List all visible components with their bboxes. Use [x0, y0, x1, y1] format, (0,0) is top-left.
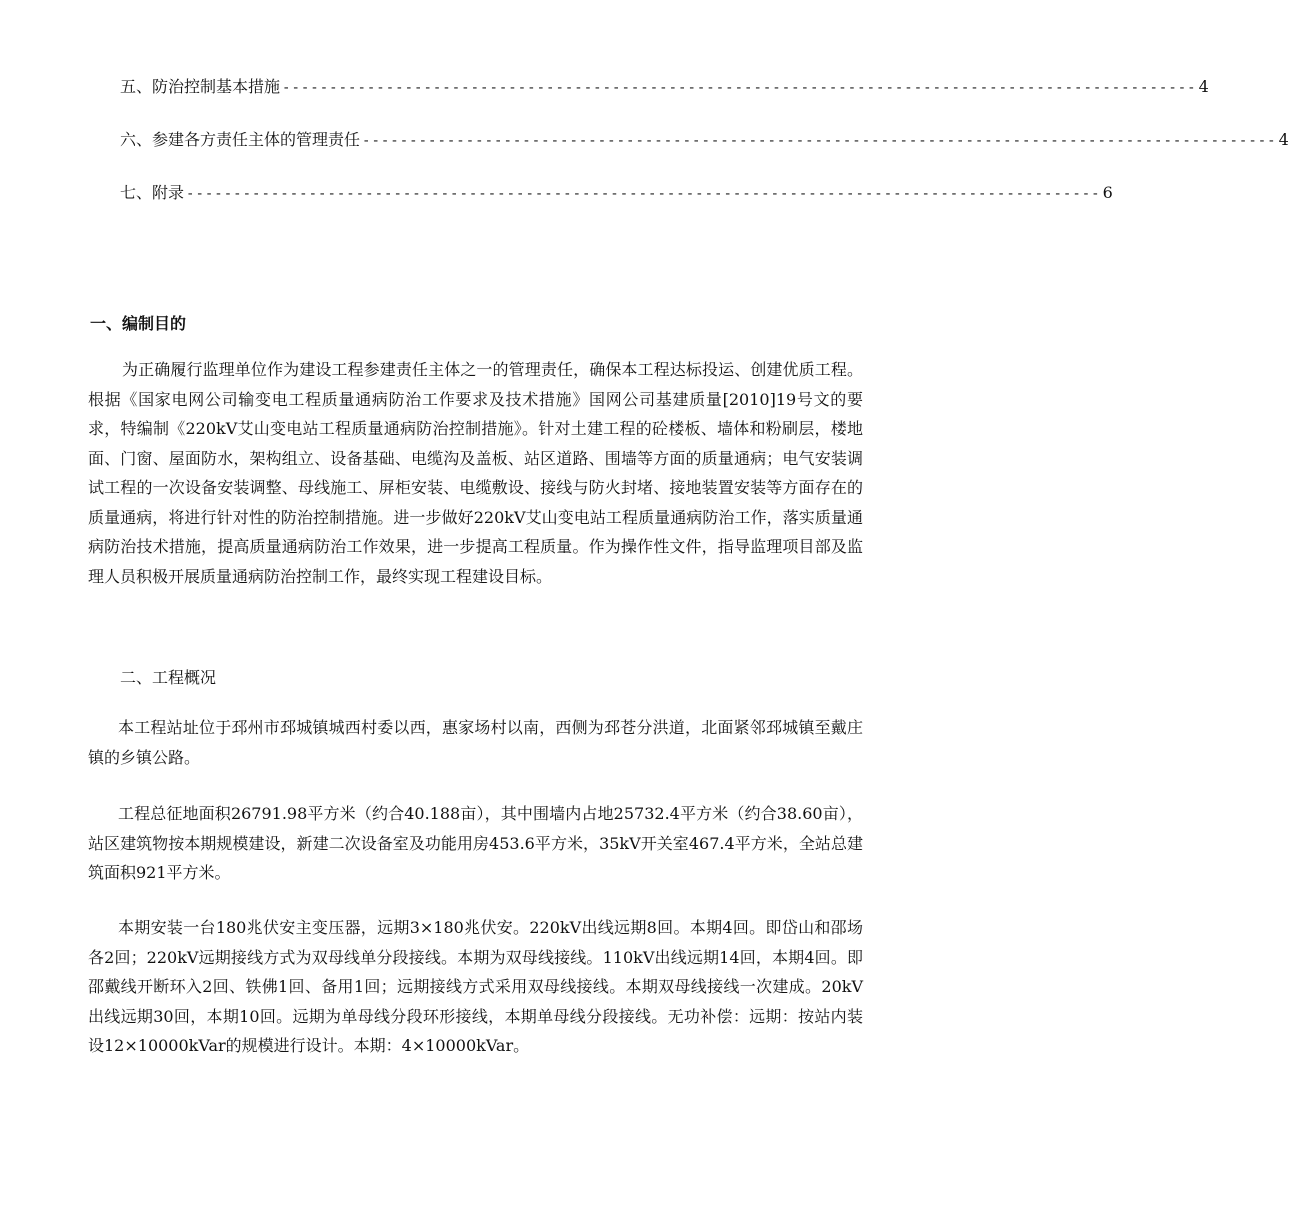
- purpose-paragraph-text: 为正确履行监理单位作为建设工程参建责任主体之一的管理责任，确保本工程达标投运、创建优质工程。根据《国家电网公司输变电工程质量通病防治工作要求及技术措施》国网公司基建质量[2010]19号文的要求，特编制《220kV艾山变电站工程质量通病防治控制措施》。针对土建工程的砼楼板、墙体和粉刷层，楼地面、门窗、屋面防水，架构组立、设备基础、电缆沟及盖板、站区道路、围墙等方面的质量通病；电气安装调试工程的一次设备安装调整、母线施工、屏柜安装、电缆敷设、接线与防火封堵、接地装置安装等方面存在的质量通病，将进行针对性的防治控制措施。进一步做好220kV艾山变电站工程质量通病防治工作，落实质量通病防治技术措施，提高质量通病防治工作效果，进一步提高工程质量。作为操作性文件，指导监理项目部及监理人员积极开展质量通病防治控制工作，最终实现工程建设目标。: [88, 360, 863, 586]
- toc-page-number: 4: [1198, 77, 1209, 96]
- overview-paragraph: [88, 799, 863, 888]
- toc-dash-leader: -------------------------------------------------------------------------------------------------: [362, 133, 1277, 149]
- overview-paragraph: [88, 913, 863, 1061]
- toc-entry-label: 六、参建各方责任主体的管理责任: [120, 130, 361, 149]
- toc-page-number: 6: [1102, 183, 1113, 202]
- table-of-contents: [120, 74, 1289, 233]
- overview-paragraph-text: 本期安装一台180兆伏安主变压器，远期3×180兆伏安。220kV出线远期8回。本期4回。即岱山和邵场各2回；220kV远期接线方式为双母线单分段接线。本期为双母线接线。110kV出线远期14回，本期4回。即邵戴线开断环入2回、铁佛1回、备用1回；远期接线方式采用双母线接线。本期双母线接线一次建成。20kV出线远期30回，本期10回。远期为单母线分段环形接线，本期单母线分段接线。无功补偿：远期：按站内装设12×10000kVar的规模进行设计。本期：4×10000kVar。: [88, 918, 863, 1055]
- purpose-paragraph: [88, 355, 863, 591]
- toc-entry[interactable]: [120, 127, 1289, 180]
- overview-paragraph-text: 本工程站址位于邳州市邳城镇城西村委以西，惠家场村以南，西侧为邳苍分洪道，北面紧邻邳城镇至戴庄镇的乡镇公路。: [88, 718, 863, 767]
- toc-dash-leader: -------------------------------------------------------------------------------------------------: [186, 186, 1101, 202]
- overview-paragraph-text: 工程总征地面积26791.98平方米（约合40.188亩），其中围墙内占地25732.4平方米（约合38.60亩），站区建筑物按本期规模建设，新建二次设备室及功能用房453.6平方米，35kV开关室467.4平方米，全站总建筑面积921平方米。: [88, 804, 863, 882]
- toc-entry[interactable]: [120, 74, 1209, 127]
- section-heading-overview: 二、工程概况: [120, 668, 217, 687]
- section-heading-purpose: 一、编制目的: [90, 314, 187, 333]
- overview-paragraph: [88, 713, 863, 772]
- toc-dash-leader: -------------------------------------------------------------------------------------------------: [282, 80, 1197, 96]
- toc-entry[interactable]: [120, 180, 1113, 233]
- toc-entry-label: 五、防治控制基本措施: [120, 77, 281, 96]
- toc-entry-label: 七、附录: [120, 183, 185, 202]
- toc-page-number: 4: [1278, 130, 1289, 149]
